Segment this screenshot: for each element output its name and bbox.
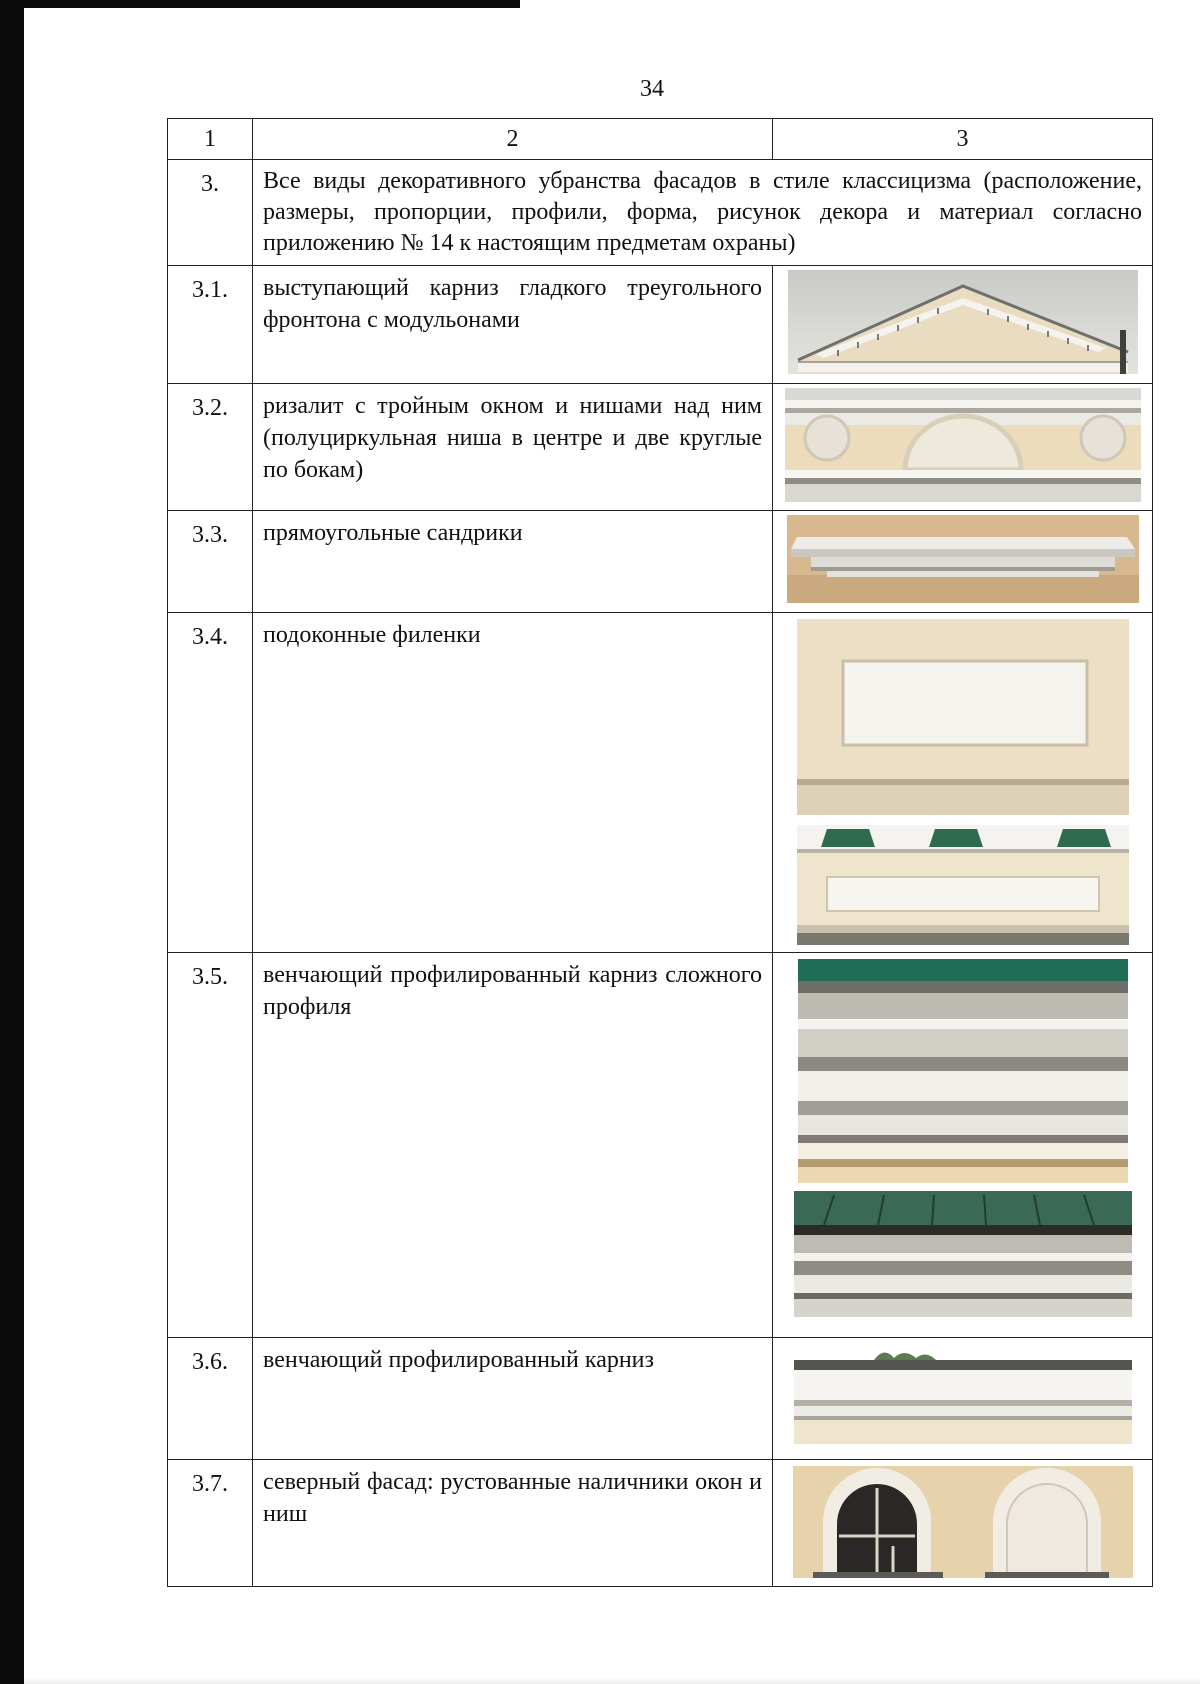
table-row — [168, 953, 1153, 1338]
scan-border-top — [0, 0, 520, 8]
row-number: 3.6. — [168, 1338, 253, 1460]
header-cell: 3 — [773, 119, 1153, 160]
niches-photo — [785, 388, 1141, 502]
header-cell: 2 — [253, 119, 773, 160]
header-cell: 1 — [168, 119, 253, 160]
row-text: прямоугольные сандрики — [253, 511, 773, 613]
pediment-photo — [788, 270, 1138, 374]
row-number: 3.7. — [168, 1460, 253, 1587]
photo-cell — [773, 953, 1153, 1338]
sandrik-photo — [787, 515, 1139, 603]
photo-cell — [773, 1460, 1153, 1587]
row-number: 3.4. — [168, 613, 253, 953]
table-row — [168, 1338, 1153, 1460]
table-row — [168, 613, 1153, 953]
table-row — [168, 266, 1153, 384]
cornice-photo — [794, 1344, 1132, 1444]
protection-subjects-table — [167, 118, 1153, 1587]
table-row — [168, 1460, 1153, 1587]
row-number: 3.5. — [168, 953, 253, 1338]
arch-windows-photo — [793, 1466, 1133, 1578]
window-panel-photo — [797, 619, 1129, 815]
section-text: Все виды декоративного убранства фасадов в стиле классицизма (расположение, размеры, пропорции, профили, форма, рисунок декора и материал согласно приложению № 14 к настоящим предметам охраны) — [253, 160, 1153, 266]
page-number: 34 — [640, 76, 664, 102]
row-number: 3.2. — [168, 384, 253, 511]
row-text: подоконные филенки — [253, 613, 773, 953]
complex-cornice-photo — [794, 1191, 1132, 1317]
row-text: венчающий профилированный карниз сложного профиля — [253, 953, 773, 1338]
row-number: 3.3. — [168, 511, 253, 613]
photo-cell — [773, 613, 1153, 953]
photo-cell — [773, 266, 1153, 384]
table-row — [168, 511, 1153, 613]
scan-border-left — [0, 0, 24, 1684]
scan-shadow-bottom — [24, 1678, 1200, 1684]
section-row — [168, 160, 1153, 266]
complex-cornice-photo — [798, 959, 1128, 1183]
row-text: венчающий профилированный карниз — [253, 1338, 773, 1460]
photo-cell — [773, 1338, 1153, 1460]
photo-cell — [773, 511, 1153, 613]
row-text: выступающий карниз гладкого треугольного фронтона с модульонами — [253, 266, 773, 384]
row-number: 3.1. — [168, 266, 253, 384]
row-text: ризалит с тройным окном и нишами над ним (полуциркульная ниша в центре и две круглые по бокам) — [253, 384, 773, 511]
row-number: 3. — [168, 160, 253, 266]
photo-cell — [773, 384, 1153, 511]
row-text: северный фасад: рустованные наличники окон и ниш — [253, 1460, 773, 1587]
header-row — [168, 119, 1153, 160]
window-panel-photo — [797, 825, 1129, 945]
table-row — [168, 384, 1153, 511]
